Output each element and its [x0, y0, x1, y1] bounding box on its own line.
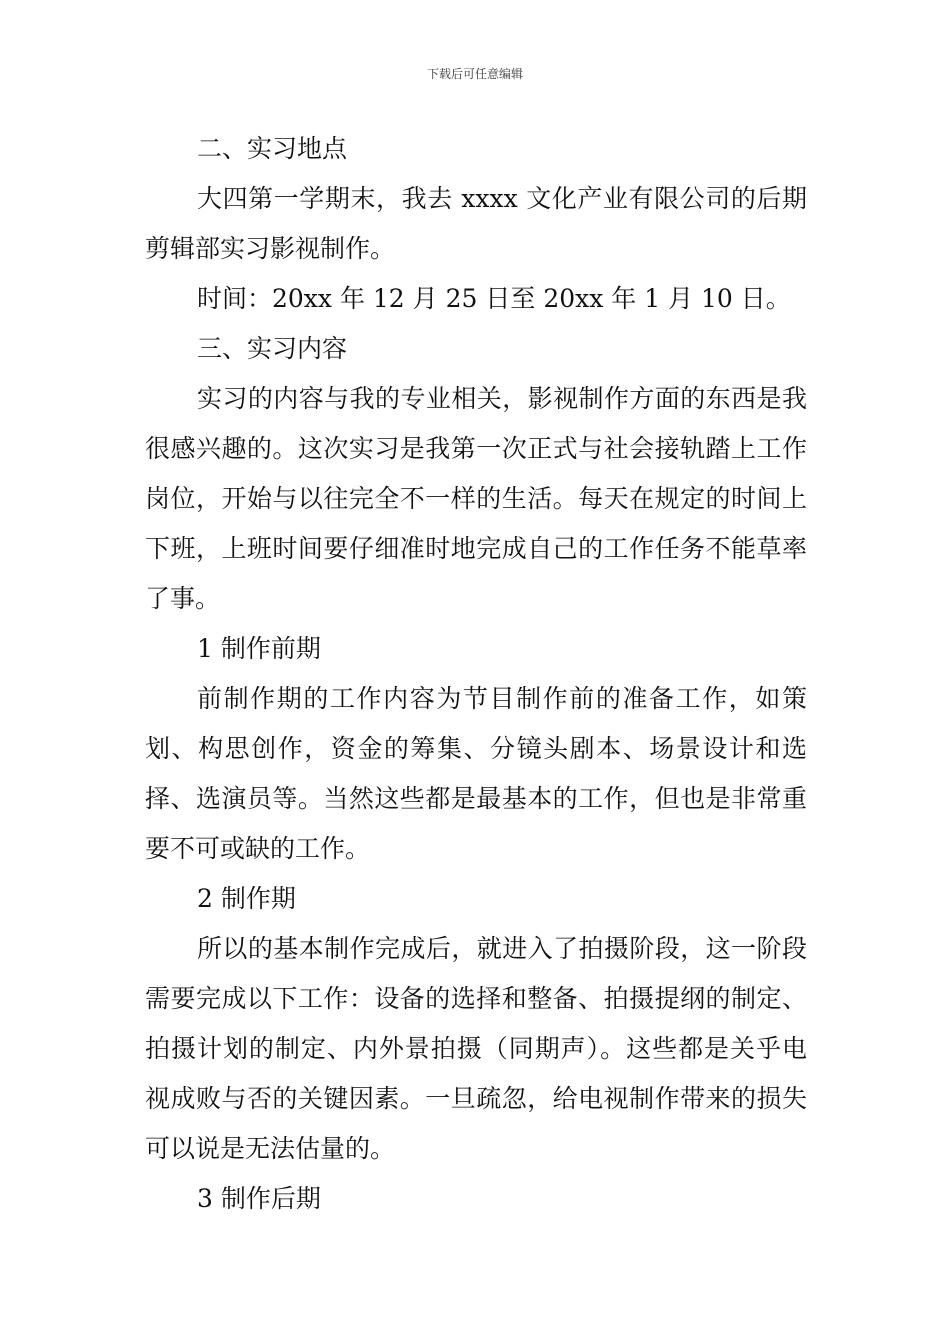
section-heading-content: 三、实习内容	[197, 334, 348, 363]
page-header: 下载后可任意编辑	[426, 67, 523, 81]
document-body	[145, 124, 807, 1224]
paragraph-content-intro: 实习的内容与我的专业相关，影视制作方面的东西是我很感兴趣的。这次实习是我第一次正式与社会接轨踏上工作岗位，开始与以往完全不一样的生活。每天在规定的时间上下班，上班时间要仔细准时地完成自己的工作任务不能草率了事。	[145, 384, 807, 613]
paragraph-pre-production: 前制作期的工作内容为节目制作前的准备工作，如策划、构思创作，资金的筹集、分镜头剧本、场景设计和选择、选演员等。当然这些都是最基本的工作，但也是非常重要不可或缺的工作。	[145, 684, 807, 863]
subheading-production: 2 制作期	[197, 884, 296, 913]
subheading-pre-production: 1 制作前期	[197, 634, 321, 663]
section-heading-location: 二、实习地点	[197, 134, 348, 163]
paragraph-location: 大四第一学期末，我去 xxxx 文化产业有限公司的后期剪辑部实习影视制作。	[145, 184, 807, 263]
paragraph-time: 时间：20xx 年 12 月 25 日至 20xx 年 1 月 10 日。	[197, 284, 791, 313]
subheading-post-production: 3 制作后期	[197, 1184, 321, 1213]
paragraph-production: 所以的基本制作完成后，就进入了拍摄阶段，这一阶段需要完成以下工作：设备的选择和整备、拍摄提纲的制定、拍摄计划的制定、内外景拍摄（同期声）。这些都是关乎电视成败与否的关键因素。一旦疏忽，给电视制作带来的损失可以说是无法估量的。	[145, 934, 807, 1163]
